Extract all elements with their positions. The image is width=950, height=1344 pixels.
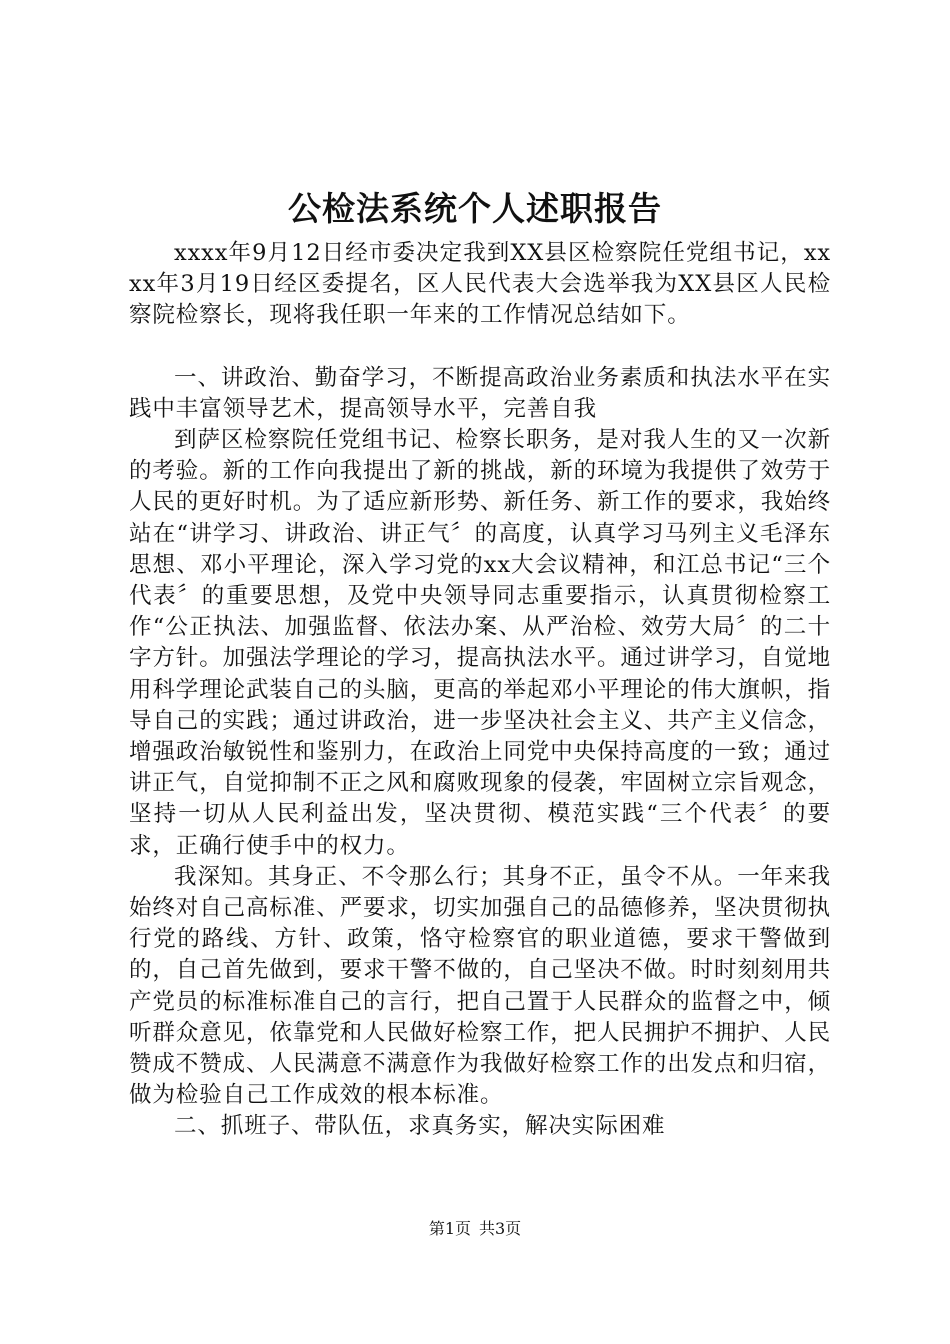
page-footer	[0, 1218, 950, 1240]
document-title: 公检法系统个人述职报告	[288, 189, 662, 228]
body-paragraph-2: 我深知。其身正、不令那么行；其身不正，虽令不从。一年来我始终对自己高标准、严要求，切实加强自己的品德修养，坚决贯彻执行党的路线、方针、政策，恪守检察官的职业道德，要求干警做到的，自己首先做到，要求干警不做的，自己坚决不做。时时刻刻用共产党员的标准标准自己的言行，把自己置于人民群众的监督之中，倾听群众意见，依靠党和人民做好检察工作，把人民拥护不拥护、人民赞成不赞成、人民满意不满意作为我做好检察工作的出发点和归宿，做为检验自己工作成效的根本标准。	[129, 863, 832, 1109]
section-heading-2: 二、抓班子、带队伍，求真务实，解决实际困难	[174, 1113, 666, 1140]
page-number: 第1页	[428, 1219, 471, 1238]
intro-paragraph: xxxx年9月12日经市委决定我到XX县区检察院任党组书记，xxxx年3月19日经区委提名，区人民代表大会选举我为XX县区人民检察院检察长，现将我任职一年来的工作情况总结如下。	[129, 240, 831, 329]
section-heading-1: 一、讲政治、勤奋学习，不断提高政治业务素质和执法水平在实践中丰富领导艺术，提高领导水平，完善自我	[129, 364, 831, 422]
body-paragraph-1: 到萨区检察院任党组书记、检察长职务，是对我人生的又一次新的考验。新的工作向我提出了新的挑战，新的环境为我提供了效劳于人民的更好时机。为了适应新形势、新任务、新工作的要求，我始终站在“讲学习、讲政治、讲正气〞的高度，认真学习马列主义毛泽东思想、邓小平理论，深入学习党的xx大会议精神，和江总书记“三个代表〞的重要思想，及党中央领导同志重要指示，认真贯彻检察工作“公正执法、加强监督、依法办案、从严治检、效劳大局〞的二十字方针。加强法学理论的学习，提高执法水平。通过讲学习，自觉地用科学理论武装自己的头脑，更高的举起邓小平理论的伟大旗帜，指导自己的实践；通过讲政治，进一步坚决社会主义、共产主义信念，增强政治敏锐性和鉴别力，在政治上同党中央保持高度的一致；通过讲正气，自觉抑制不正之风和腐败现象的侵袭，牢固树立宗旨观念，坚持一切从人民利益出发，坚决贯彻、模范实践“三个代表〞的要求，正确行使手中的权力。	[129, 427, 832, 859]
document-body	[129, 238, 831, 1143]
page-total: 共3页	[479, 1219, 522, 1238]
